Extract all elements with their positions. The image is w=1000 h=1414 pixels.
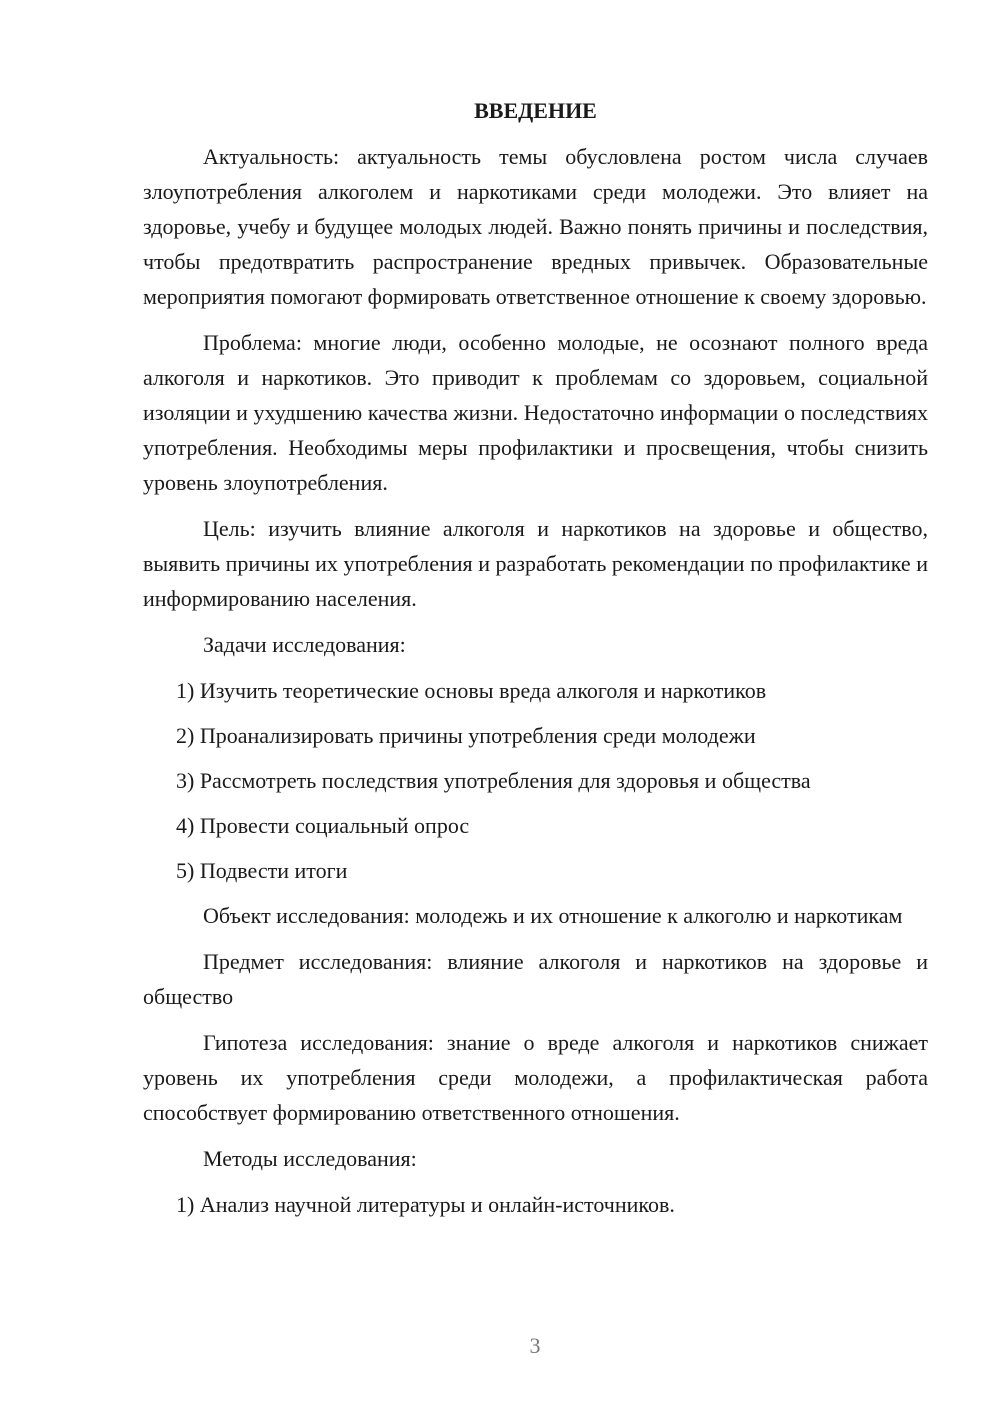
paragraph-subject: Предмет исследования: влияние алкоголя и наркотиков на здоровье и общество (143, 949, 928, 1009)
methods-label: Методы исследования: (203, 1146, 417, 1171)
page-title: ВВЕДЕНИЕ (474, 98, 597, 123)
paragraph-problem: Проблема: многие люди, особенно молодые, не осознают полного вреда алкоголя и наркотиков. Это приводит к проблемам со здоровьем, социальной изоляции и ухудшению качества жизни. Недостаточно информации о последствиях употребления. Необходимы меры профилактики и просвещения, чтобы снизить уровень злоупотребления. (143, 330, 928, 495)
page-content (143, 93, 928, 1232)
paragraph-hypothesis: Гипотеза исследования: знание о вреде алкоголя и наркотиков снижает уровень их употребления среди молодежи, а профилактическая работа способствует формированию ответственного отношения. (143, 1030, 928, 1125)
task-item: 4) Провести социальный опрос (176, 813, 470, 838)
paragraph-relevance: Актуальность: актуальность темы обусловлена ростом числа случаев злоупотребления алкоголем и наркотиками среди молодежи. Это влияет на здоровье, учебу и будущее молодых людей. Важно понять причины и последствия, чтобы предотвратить распространение вредных привычек. Образовательные мероприятия помогают формировать ответственное отношение к своему здоровью. (143, 144, 928, 309)
method-item: 1) Анализ научной литературы и онлайн-источников. (176, 1192, 675, 1217)
task-item: 5) Подвести итоги (176, 858, 348, 883)
page-number: 3 (529, 1333, 541, 1358)
task-item: 3) Рассмотреть последствия употребления для здоровья и общества (176, 768, 811, 793)
tasks-label: Задачи исследования: (203, 632, 406, 657)
task-item: 2) Проанализировать причины употребления среди молодежи (176, 723, 756, 748)
paragraph-goal: Цель: изучить влияние алкоголя и наркотиков на здоровье и общество, выявить причины их употребления и разработать рекомендации по профилактике и информированию населения. (143, 516, 928, 611)
task-item: 1) Изучить теоретические основы вреда алкоголя и наркотиков (176, 678, 767, 703)
paragraph-object: Объект исследования: молодежь и их отношение к алкоголю и наркотикам (203, 903, 903, 928)
